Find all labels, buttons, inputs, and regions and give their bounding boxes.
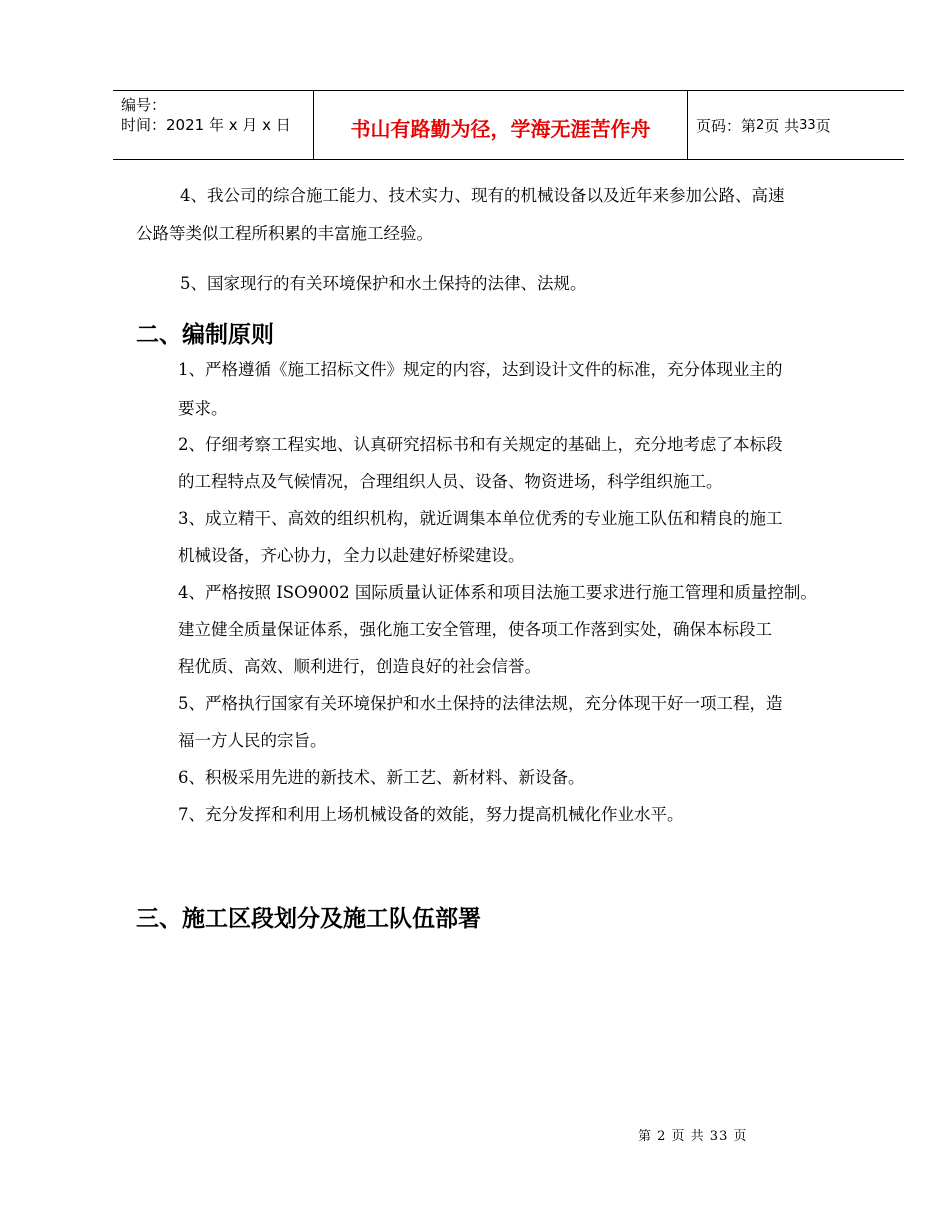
header-time-label: 时间：2021 年 x 月 x 日 — [121, 116, 291, 134]
intro-line: 5、国家现行的有关环境保护和水土保持的法律、法规。 — [180, 274, 587, 293]
principle-line: 6、积极采用先进的新技术、新工艺、新材料、新设备。 — [178, 768, 585, 787]
header-number-label: 编号： — [121, 96, 167, 114]
principle-line: 2、仔细考察工程实地、认真研究招标书和有关规定的基础上，充分地考虑了本标段 — [178, 435, 783, 454]
header-page-total: 33 — [799, 117, 816, 133]
header-page-info — [688, 91, 904, 159]
principle-line: 要求。 — [178, 399, 228, 418]
header-page-prefix: 页码：第 — [696, 116, 757, 135]
principle-line: 1、严格遵循《施工招标文件》规定的内容，达到设计文件的标准，充分体现业主的 — [178, 360, 783, 379]
principle-line: 3、成立精干、高效的组织机构，就近调集本单位优秀的专业施工队伍和精良的施工 — [178, 509, 783, 528]
header-page-suffix: 页 — [815, 116, 831, 135]
intro-line: 4、我公司的综合施工能力、技术实力、现有的机械设备以及近年来参加公路、高速 — [180, 186, 785, 205]
principle-line: 7、充分发挥和利用上场机械设备的效能，努力提高机械化作业水平。 — [178, 805, 684, 824]
principle-line: 福一方人民的宗旨。 — [178, 731, 327, 750]
header-meta — [113, 91, 314, 159]
intro-line: 公路等类似工程所积累的丰富施工经验。 — [136, 224, 433, 243]
principle-line: 的工程特点及气候情况，合理组织人员、设备、物资进场，科学组织施工。 — [178, 472, 723, 491]
principle-line: 5、严格执行国家有关环境保护和水土保持的法律法规，充分体现干好一项工程，造 — [178, 694, 783, 713]
header-page-num: 2 — [756, 117, 765, 133]
page-footer: 第 2 页 共 33 页 — [638, 1129, 748, 1144]
section-heading: 三、施工区段划分及施工队伍部署 — [136, 906, 481, 932]
document-header — [113, 90, 904, 160]
header-motto: 书山有路勤为径，学海无涯苦作舟 — [314, 91, 688, 159]
principle-line: 机械设备，齐心协力，全力以赴建好桥梁建设。 — [178, 546, 525, 565]
section-heading: 二、编制原则 — [136, 322, 274, 348]
principle-line: 4、严格按照 ISO9002 国际质量认证体系和项目法施工要求进行施工管理和质量控制。 — [178, 583, 817, 602]
principle-line: 程优质、高效、顺利进行，创造良好的社会信誉。 — [178, 657, 541, 676]
principle-line: 建立健全质量保证体系，强化施工安全管理，使各项工作落到实处，确保本标段工 — [178, 620, 772, 639]
header-page-mid: 页 共 — [764, 116, 800, 135]
